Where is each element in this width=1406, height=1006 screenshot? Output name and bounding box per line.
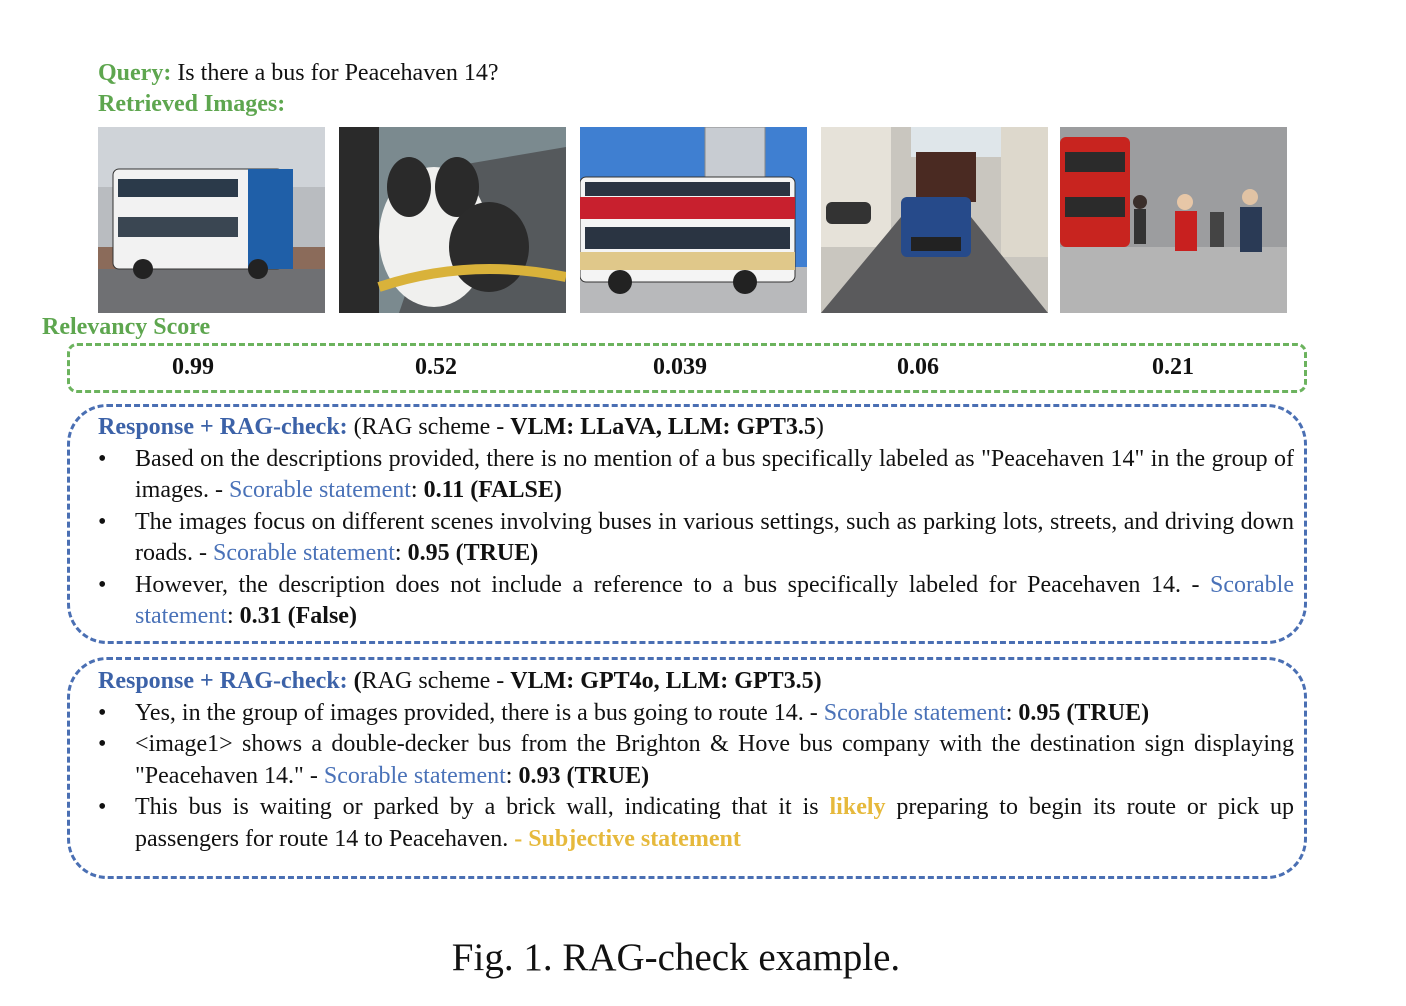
response-label: Response + RAG-check:: [98, 668, 348, 694]
scheme-models: VLM: GPT4o, LLM: GPT3.5: [510, 668, 814, 694]
statement-text: Based on the descriptions provided, there is no mention of a bus specifically labeled as "Peacehaven 14" in the group of images. -: [135, 445, 1294, 503]
retrieved-image-4: [821, 127, 1048, 313]
retrieved-images-label: Retrieved Images:: [98, 91, 286, 117]
statement-score: 0.31 (False): [239, 603, 357, 629]
scheme-prefix: (: [347, 668, 362, 694]
query-line: [98, 60, 499, 87]
relevancy-score-1: 0.99: [172, 354, 214, 380]
subjective-tag: - Subjective statement: [514, 825, 741, 852]
scorable-tag: Scorable statement: [228, 477, 411, 503]
retrieved-image-1: [98, 127, 325, 313]
scorable-tag: Scorable statement: [212, 540, 395, 566]
response-header: [98, 666, 1294, 698]
scheme-middle: RAG scheme -: [361, 668, 511, 694]
statement-text: However, the description does not include a reference to a bus specifically labeled for Peacehaven 14. -: [135, 571, 1211, 598]
statement-item: • The images focus on different scenes involving buses in various settings, such as parking lots, streets, and driving down roads. - Scorable statement: 0.95 (TRUE): [98, 507, 1294, 570]
scorable-tag: Scorable statement: [323, 762, 506, 789]
relevancy-score-4: 0.06: [897, 354, 939, 380]
query-label: Query:: [98, 60, 172, 86]
statement-item: • <image1> shows a double-decker bus from the Brighton & Hove bus company with the destination sign displaying "Peacehaven 14." - Scorable statement: 0.93 (TRUE): [98, 729, 1294, 792]
scorable-tag: Scorable statement: [823, 699, 1006, 726]
retrieved-image-3: [580, 127, 807, 313]
relevancy-score-2: 0.52: [415, 354, 457, 380]
statement-text: The images focus on different scenes involving buses in various settings, such as parking lots, streets, and driving down roads. -: [135, 508, 1294, 566]
response-label: Response + RAG-check:: [98, 414, 348, 440]
statement-text: <image1> shows a double-decker bus from the Brighton & Hove bus company with the destination sign displaying "Peacehaven 14." -: [135, 731, 1294, 789]
retrieved-image-2: [339, 127, 566, 313]
relevancy-score-label: Relevancy Score: [42, 314, 211, 340]
statement-list: [98, 444, 1294, 633]
statement-list: [98, 698, 1294, 856]
statement-score: 0.93 (TRUE): [518, 762, 650, 789]
scheme-suffix: ): [815, 414, 824, 440]
scorable-tag: Scorable statement: [135, 571, 1294, 629]
statement-text: Yes, in the group of images provided, there is a bus going to route 14. -: [135, 699, 824, 726]
statement-item: • However, the description does not include a reference to a bus specifically labeled for Peacehaven 14. - Scorable statement: 0.31 (False): [98, 570, 1294, 633]
relevancy-score-3: 0.039: [653, 354, 707, 380]
statement-item: • Yes, in the group of images provided, there is a bus going to route 14. - Scorable statement: 0.95 (TRUE): [98, 698, 1294, 730]
response-content-gpt4o: [98, 666, 1294, 855]
statement-item: • Based on the descriptions provided, there is no mention of a bus specifically labeled as "Peacehaven 14" in the group of images. - Scorable statement: 0.11 (FALSE): [98, 444, 1294, 507]
response-header: [98, 412, 1294, 444]
query-text: Is there a bus for Peacehaven 14?: [177, 60, 499, 86]
statement-text-cont: preparing to begin its route or pick up passengers for route 14 to Peacehaven.: [135, 794, 1294, 852]
scheme-models: VLM: LLaVA, LLM: GPT3.5: [510, 414, 816, 440]
relevancy-score-5: 0.21: [1152, 354, 1194, 380]
statement-score: 0.95 (TRUE): [407, 540, 539, 566]
statement-score: 0.11 (FALSE): [423, 477, 562, 503]
statement-item: [98, 792, 1294, 855]
retrieved-image-5: [1060, 127, 1287, 313]
statement-text: This bus is waiting or parked by a brick wall, indicating that it is: [135, 794, 830, 820]
response-content-llava: [98, 412, 1294, 633]
scheme-prefix: (RAG scheme -: [347, 414, 511, 440]
figure-caption: Fig. 1. RAG-check example.: [451, 936, 901, 979]
scheme-suffix: ): [813, 668, 822, 694]
statement-score: 0.95 (TRUE): [1018, 699, 1150, 726]
subjective-highlight: likely: [829, 794, 886, 820]
